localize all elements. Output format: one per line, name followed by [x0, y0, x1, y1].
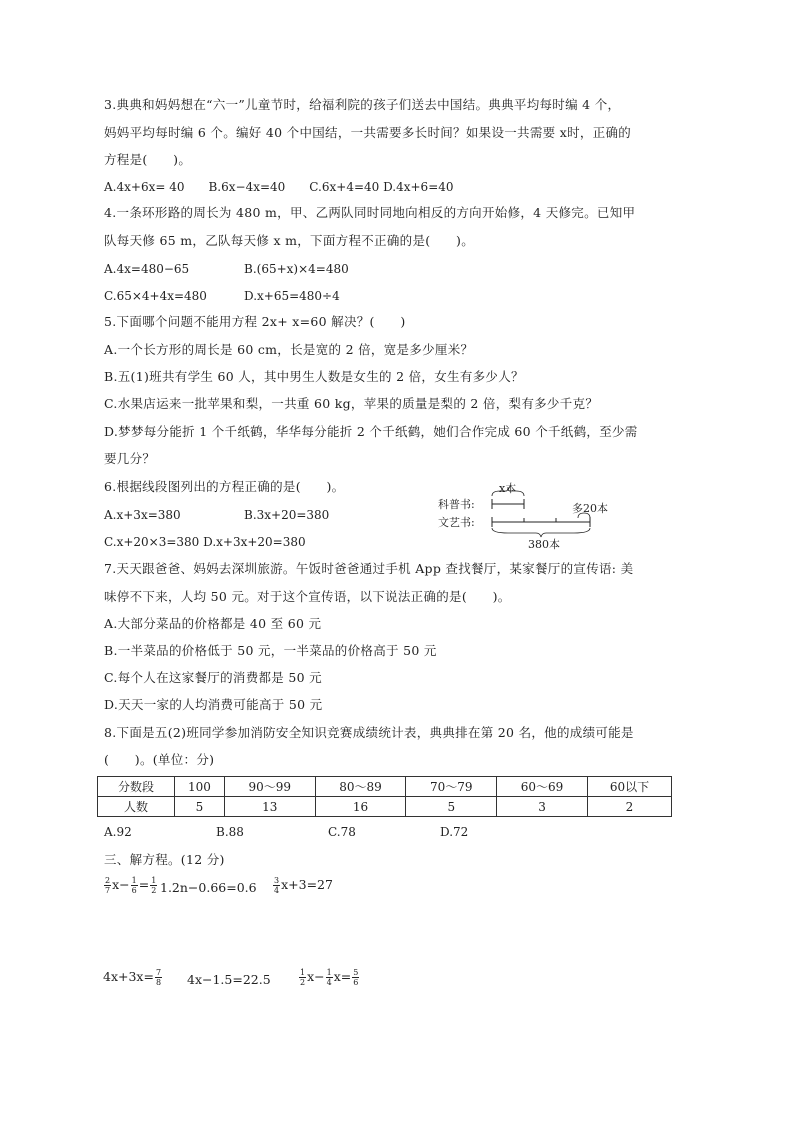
- fraction: $\frac{7}{8}$: [155, 968, 162, 987]
- table-cell: 5: [175, 797, 225, 817]
- diagram-label-science: 科普书:: [438, 498, 475, 511]
- equation-4: 4x+3x= $\frac{7}{8}$: [103, 968, 162, 987]
- q8-option-c: C.78: [328, 825, 356, 839]
- q4-line-2: 队每天修 65 m，乙队每天修 x m，下面方程不正确的是( )。: [104, 233, 475, 248]
- table-cell: 70～79: [406, 777, 497, 797]
- table-cell: 90～99: [224, 777, 315, 797]
- q7-option-c: C.每个人在这家餐厅的消费都是 50 元: [104, 670, 322, 685]
- table-cell: 16: [315, 797, 406, 817]
- score-stats-table: [97, 776, 672, 817]
- q4-option-d: D.x+65=480÷4: [244, 289, 340, 303]
- section-3-title: 三、解方程。(12 分): [104, 852, 225, 867]
- table-cell: 人数: [98, 797, 175, 817]
- table-cell: 3: [497, 797, 588, 817]
- table-cell: 60～69: [497, 777, 588, 797]
- q6-option-a: A.x+3x=380: [104, 508, 181, 522]
- fraction: $\frac{1}{4}$: [326, 968, 332, 987]
- q8-option-d: D.72: [440, 825, 469, 839]
- diagram-label-x: x本: [499, 482, 517, 495]
- q7-option-a: A.大部分菜品的价格都是 40 至 60 元: [104, 616, 322, 631]
- q3-line-1: 3.典典和妈妈想在“六一”儿童节时，给福利院的孩子们送去中国结。典典平均每时编 4 个，: [104, 97, 621, 112]
- q4-option-b: B.(65+x)×4=480: [244, 262, 349, 276]
- equation-2: 1.2n−0.66=0.6: [160, 880, 257, 895]
- q6-option-b: B.3x+20=380: [244, 508, 330, 522]
- table-row: [98, 797, 672, 817]
- q3-line-3: 方程是( )。: [104, 152, 192, 167]
- table-cell: 100: [175, 777, 225, 797]
- equation-1: $\frac{2}{7}$ x− $\frac{1}{6}$ = $\frac{1}{2}$: [105, 876, 157, 895]
- q4-option-a: A.4x=480−65: [104, 262, 190, 276]
- q4-line-1: 4.一条环形路的周长为 480 m，甲、乙两队同时同地向相反的方向开始修，4 天修完。已知甲: [104, 205, 636, 220]
- q4-option-c: C.65×4+4x=480: [104, 289, 207, 303]
- fraction: $\frac{1}{2}$: [300, 968, 306, 987]
- fraction: $\frac{1}{6}$: [131, 876, 137, 895]
- q6-line-1: 6.根据线段图列出的方程正确的是( )。: [104, 479, 345, 494]
- q7-line-1: 7.天天跟爸爸、妈妈去深圳旅游。午饭时爸爸通过手机 App 查找餐厅，某家餐厅的宣传语: 美: [104, 561, 634, 576]
- q7-line-2: 味停不下来，人均 50 元。对于这个宣传语，以下说法正确的是( )。: [104, 589, 511, 604]
- table-cell: 80～89: [315, 777, 406, 797]
- q7-option-d: D.天天一家的人均消费可能高于 50 元: [104, 697, 323, 712]
- q5-option-b: B.五(1)班共有学生 60 人，其中男生人数是女生的 2 倍，女生有多少人？: [104, 369, 524, 384]
- q5-option-d-line-1: D.梦梦每分能折 1 个千纸鹤，华华每分能折 2 个千纸鹤，她们合作完成 60 个千纸鹤，至少需: [104, 424, 638, 439]
- q6-options-c-d: C.x+20×3=380 D.x+3x+20=380: [104, 535, 306, 549]
- table-row: [98, 777, 672, 797]
- q8-option-a: A.92: [104, 825, 132, 839]
- fraction: $\frac{2}{7}$: [105, 876, 111, 895]
- q5-option-d-line-2: 要几分？: [104, 451, 156, 466]
- fraction: $\frac{3}{4}$: [274, 876, 280, 895]
- q5-option-c: C.水果店运来一批苹果和梨，一共重 60 kg，苹果的质量是梨的 2 倍，梨有多少千克？: [104, 396, 599, 411]
- q8-line-2: ( )。(单位：分): [104, 752, 215, 767]
- q5-option-a: A.一个长方形的周长是 60 cm，长是宽的 2 倍，宽是多少厘米？: [104, 342, 474, 357]
- q3-options: A.4x+6x= 40 B.6x−4x=40 C.6x+4=40 D.4x+6=40: [104, 180, 454, 194]
- diagram-label-literature: 文艺书:: [438, 516, 475, 529]
- fraction: $\frac{5}{6}$: [353, 968, 359, 987]
- fraction: $\frac{1}{2}$: [151, 876, 157, 895]
- q3-line-2: 妈妈平均每时编 6 个。编好 40 个中国结，一共需要多长时间？如果设一共需要 x时，正确的: [104, 125, 632, 140]
- q5-line-1: 5.下面哪个问题不能用方程 2x+ x=60 解决？( ): [104, 314, 406, 329]
- table-cell: 2: [587, 797, 671, 817]
- segment-diagram: [438, 482, 618, 553]
- table-cell: 分数段: [98, 777, 175, 797]
- diagram-label-more: 多20本: [572, 502, 608, 515]
- equation-3: $\frac{3}{4}$ x+3=27: [274, 876, 333, 895]
- table-cell: 60以下: [587, 777, 671, 797]
- diagram-label-total: 380本: [528, 538, 560, 551]
- equation-5: 4x−1.5=22.5: [187, 972, 271, 987]
- q8-line-1: 8.下面是五(2)班同学参加消防安全知识竞赛成绩统计表，典典排在第 20 名，他的成绩可能是: [104, 725, 634, 740]
- q7-option-b: B.一半菜品的价格低于 50 元，一半菜品的价格高于 50 元: [104, 643, 437, 658]
- table-cell: 13: [224, 797, 315, 817]
- equation-6: $\frac{1}{2}$ x− $\frac{1}{4}$ x= $\frac{5}{6}$: [300, 968, 359, 987]
- q8-option-b: B.88: [216, 825, 244, 839]
- table-cell: 5: [406, 797, 497, 817]
